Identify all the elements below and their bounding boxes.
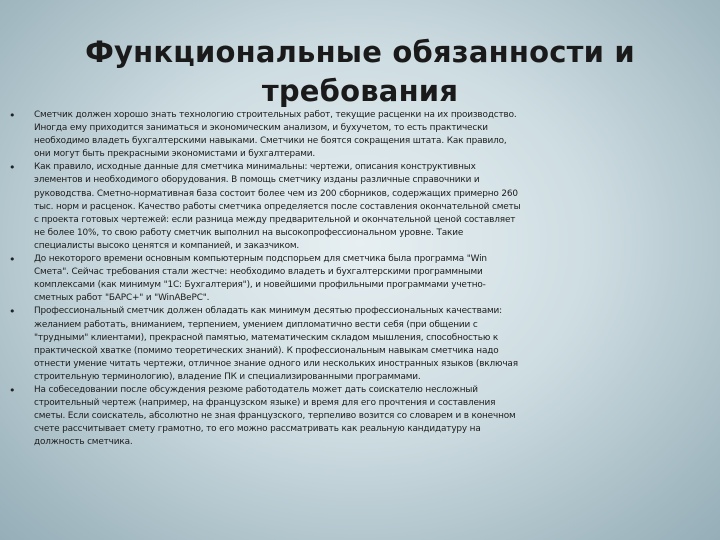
bullet-line: комплексами (как минимум "1С: Бухгалтерия"), и новейшими профильными программами учетно- [34, 280, 486, 291]
bullet-line: практической хватке (помимо теоретических знаний). К профессиональным навыкам сметчика надо [34, 345, 499, 356]
bullet-line: должность сметчика. [34, 437, 133, 448]
bullet-text [34, 384, 682, 449]
bullet-line: строительную терминологию), владение ПК и специализированными программами. [34, 371, 421, 382]
bullet-marker: • [9, 383, 16, 397]
bullet-item-2 [0, 161, 720, 253]
bullet-marker: • [9, 253, 16, 267]
bullet-line: необходимо владеть бухгалтерскими навыками. Сметчики не боятся сокращения штата. Как правило, [34, 136, 507, 147]
bullet-line: строительный чертеж (например, на французском языке) и время для его прочтения и составления [34, 398, 496, 409]
bullet-text [34, 109, 682, 161]
bullet-line: сметных работ "БАРС+" и "WinАВеРС". [34, 293, 210, 304]
bullet-line: руководства. Сметно-нормативная база состоит более чем из 200 сборников, содержащих примерно 260 [34, 188, 518, 199]
bullet-line: Профессиональный сметчик должен обладать как минимум десятью профессиональных качествами: [34, 306, 503, 317]
bullet-text [34, 305, 682, 384]
bullet-item-5 [0, 384, 720, 449]
bullet-line: На собеседовании после обсуждения резюме работодатель может дать соискателю несложный [34, 384, 478, 395]
bullet-marker: • [9, 305, 16, 319]
bullet-item-3 [0, 253, 720, 305]
bullet-line: Как правило, исходные данные для сметчика минимальны: чертежи, описания конструктивных [34, 162, 476, 173]
bullet-text [34, 161, 682, 253]
bullet-marker: • [9, 161, 16, 175]
bullet-line: не более 10%, то свою работу сметчик выполнил на высокопрофессиональном уровне. Такие [34, 227, 464, 238]
bullet-line: тыс. норм и расценок. Качество работы сметчика определяется после составления окончательной сметы [34, 201, 521, 212]
bullet-line: желанием работать, вниманием, терпением, умением дипломатично вести себя (при общении с [34, 319, 478, 330]
bullet-line: До некоторого времени основным компьютерным подспорьем для сметчика была программа "Win [34, 254, 487, 265]
slide-title [40, 33, 680, 111]
bullet-line: Сметчик должен хорошо знать технологию строительных работ, текущие расценки на их производство. [34, 110, 517, 120]
bullet-line: они могут быть прекрасными экономистами и бухгалтерами. [34, 149, 316, 160]
title-line-1: Функциональные обязанности и [85, 35, 635, 70]
bullet-item-4 [0, 305, 720, 384]
bullet-line: сметы. Если соискатель, абсолютно не зная французского, терпеливо возится со словарем и в конечном [34, 411, 516, 422]
bullet-item-1 [0, 109, 720, 161]
bullet-line: с проекта готовых чертежей: если разница между предварительной и окончательной ценой составляет [34, 214, 516, 225]
title-line-2: требования [261, 74, 459, 109]
bullet-text [34, 253, 682, 305]
bullet-line: Иногда ему приходится заниматься и экономическим анализом, и бухучетом, то есть практически [34, 123, 488, 134]
bullet-line: специалисты высоко ценятся и компанией, и заказчиком. [34, 240, 300, 251]
bullet-line: счете рассчитывает смету грамотно, то его можно рассматривать как реальную кандидатуру на [34, 424, 481, 435]
bullet-line: элементов и необходимого оборудования. В помощь сметчику изданы различные справочники и [34, 175, 480, 186]
bullet-marker: • [9, 109, 16, 122]
bullet-line: отнести умение читать чертежи, отличное знание одного или нескольких иностранных языков (включая [34, 358, 518, 369]
bullet-line: Смета". Сейчас требования стали жестче: необходимо владеть и бухгалтерскими программными [34, 267, 483, 278]
bullet-list [0, 109, 720, 449]
bullet-line: "трудными" клиентами), прекрасной памятью, математическим складом мышления, способностью к [34, 332, 499, 343]
